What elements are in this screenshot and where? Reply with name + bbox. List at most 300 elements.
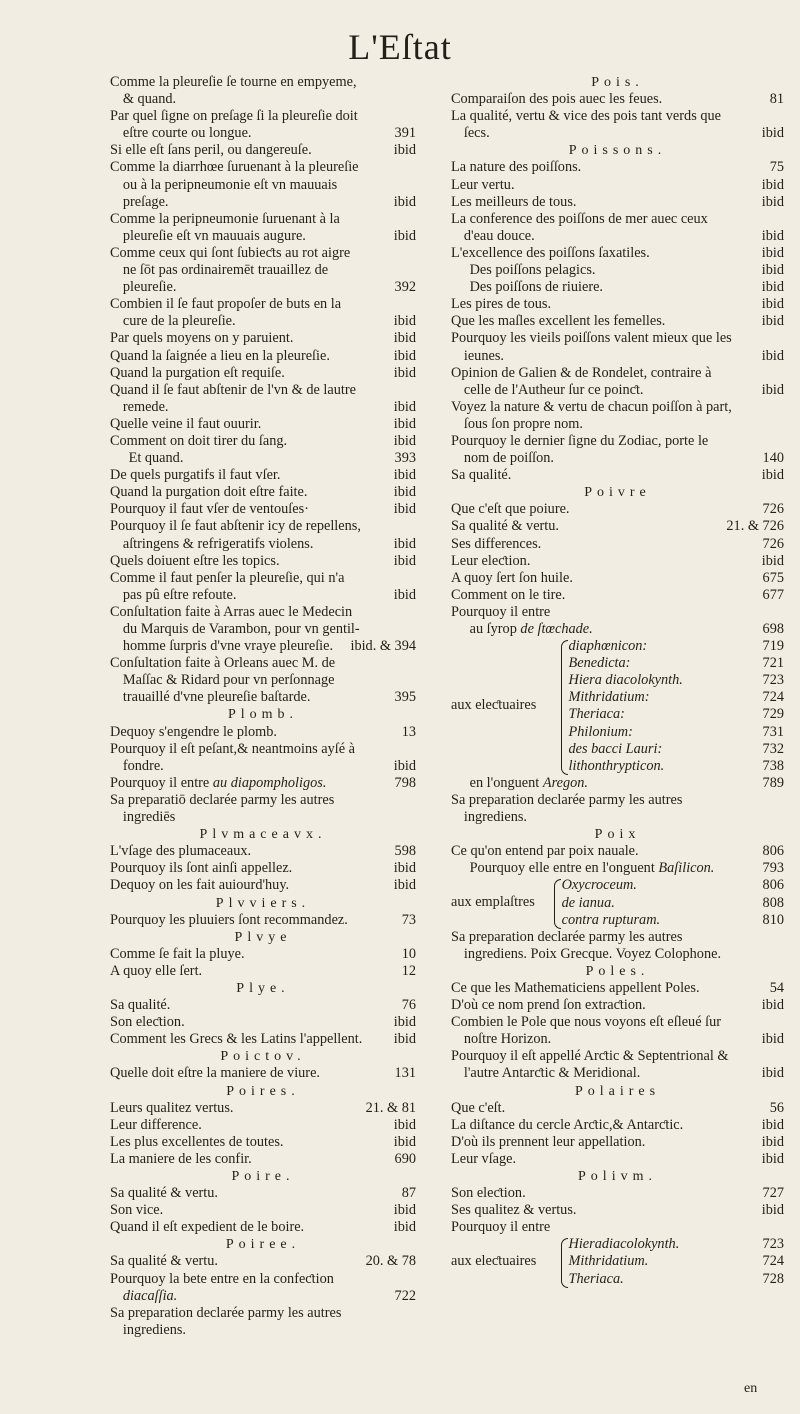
page-ref: 727: [762, 1185, 784, 1202]
entry-text: Et quand.: [128, 450, 184, 467]
entry-text: Que c'eſt.: [451, 1099, 506, 1116]
entry-text: Pourquoy les pluuiers ſont recommandez.: [110, 911, 348, 928]
index-entry: [110, 1100, 416, 1117]
entry-text: La diſtance du cercle Arƈtic,& Antarƈtic.: [451, 1116, 684, 1133]
index-entry: [110, 211, 416, 245]
page-ref: 391: [394, 125, 416, 142]
index-entry: [451, 194, 784, 211]
entry-italic: Aregon.: [542, 774, 588, 791]
index-entry: [451, 211, 784, 245]
item-name: Hieradiacolokynth.: [568, 1236, 680, 1253]
index-entry: [110, 1253, 416, 1270]
section-heading: Poix: [594, 827, 641, 843]
group-item: [569, 724, 785, 741]
entry-text: Comment on doit tirer du ſang.: [110, 432, 288, 449]
page-ref: 392: [394, 279, 416, 296]
item-name: Philonium:: [568, 723, 633, 740]
entry-text: Quelle doit eſtre la maniere de viure.: [110, 1065, 320, 1082]
page-ref: 690: [394, 1150, 416, 1167]
entry-text: Son eleƈtion.: [451, 1185, 526, 1202]
group-item: [569, 689, 785, 706]
entry-text: Pourquoy il eſt peſant,& neantmoins ayſé à fondre.: [110, 740, 355, 774]
section-heading: Poires.: [226, 1083, 300, 1099]
group-item: [569, 638, 785, 655]
section-heading: Polaires: [574, 1083, 661, 1099]
entry-italic: au diapompholigos.: [212, 774, 327, 791]
page-ref: ibid: [393, 415, 416, 432]
entry-text: Ses differences.: [451, 535, 542, 552]
index-entry: [451, 1202, 784, 1219]
entry-text: Sa qualité & vertu.: [110, 1253, 218, 1270]
page-ref: 723: [762, 1236, 784, 1253]
entry-text: La qualité, vertu & vice des pois tant verds que ſecs.: [451, 108, 721, 142]
group-item: [569, 672, 785, 689]
entry-text: en l'onguent: [469, 774, 543, 791]
index-entry: [110, 604, 416, 655]
index-entry: [110, 159, 416, 210]
entry-text: Comparaiſon des pois auec les feues.: [451, 91, 663, 108]
entry-text: Leurs qualitez vertus.: [110, 1099, 234, 1116]
section-heading: Poissons.: [568, 143, 667, 159]
page-ref: 131: [394, 1065, 416, 1082]
page-ref: 738: [762, 757, 784, 774]
entry-text: Comme il faut penſer la pleureſie, qui n'a pas pû eſtre refoute.: [110, 569, 345, 603]
item-name: Benedicta:: [568, 655, 631, 672]
page-ref: 808: [762, 894, 784, 911]
index-entry: [110, 1117, 416, 1134]
entry-text: Des poiſſons de riuiere.: [469, 279, 603, 296]
index-entry: [110, 108, 416, 142]
index-entry: [110, 741, 416, 775]
page-ref: 73: [401, 911, 416, 928]
entry-text: L'excellence des poiſſons ſaxatiles.: [451, 244, 650, 261]
page-ref: ibid: [761, 1031, 784, 1048]
page-ref: 806: [762, 877, 784, 894]
entry-italic: de ſtœchade.: [520, 621, 593, 637]
index-entry: [110, 997, 416, 1014]
page-ref: ibid: [393, 484, 416, 501]
index-entry: [110, 467, 416, 484]
entry-text: Pourquoy il eſt appellé Arƈtic & Septentrional & l'autre Antarƈtic & Meridional.: [451, 1048, 729, 1082]
page-ref: 20. & 78: [365, 1253, 416, 1270]
entry-text: au ſyrop: [469, 621, 521, 637]
index-entry: [451, 313, 784, 330]
index-entry: [451, 245, 784, 262]
index-entry: [110, 501, 416, 518]
index-entry: [451, 1219, 784, 1236]
group-label: aux eleƈtuaires: [451, 1253, 537, 1270]
index-entry: [110, 365, 416, 382]
page-ref: ibid: [761, 193, 784, 210]
entry-text: Sa preparatiō declarée parmy les autres ingrediēs: [110, 791, 335, 826]
item-name: des bacci Lauri:: [568, 740, 663, 757]
group-item: [569, 706, 785, 723]
item-name: lithonthrypticon.: [568, 757, 665, 774]
page-ref: ibid: [761, 244, 784, 261]
index-column-right: [451, 74, 784, 1288]
entry-text: Comme ſe fait la pluye.: [110, 945, 245, 962]
page-ref: ibid: [393, 467, 416, 484]
index-entry: [110, 553, 416, 570]
section-heading: Plvmaceavx.: [199, 827, 327, 843]
entry-italic: Baſilicon.: [658, 860, 715, 877]
group-item: [562, 895, 784, 912]
index-entry: [110, 655, 416, 706]
page-ref: ibid: [761, 1116, 784, 1133]
index-entry: [451, 177, 784, 194]
page-ref: ibid: [761, 262, 784, 279]
bracketed-group: [451, 638, 784, 775]
index-entry: [110, 1014, 416, 1031]
entry-text: Pourquoy il entre: [451, 1219, 551, 1236]
entry-text: Pourquoy il ſe faut abſtenir icy de repellens, aſtringens & refrigeratifs violens.: [110, 518, 361, 552]
entry-text: Quand il ſe faut abſtenir de l'vn & de lautre remede.: [110, 381, 356, 415]
entry-text: Pourquoy il entre: [110, 774, 213, 791]
page-ref: ibid: [393, 1133, 416, 1150]
entry-text: Pourquoy elle entre en l'onguent: [469, 860, 659, 877]
index-entry: [110, 296, 416, 330]
section-heading: Plomb.: [227, 707, 299, 723]
entry-text: Conſultation faite à Arras auec le Medecin du Marquis de Varambon, pour vn gentil-homme ſurpris d'vne vraye pleureſie.: [110, 603, 360, 655]
index-entry: [451, 1117, 784, 1134]
entry-text: Sa preparation declarée parmy les autres ingrediens. Poix Grecque. Voyez Colophone.: [451, 928, 722, 962]
index-entry: [451, 536, 784, 553]
index-entry: [110, 1151, 416, 1168]
page-ref: ibid: [761, 997, 784, 1014]
entry-text: Son eleƈtion.: [110, 1014, 185, 1031]
index-entry: [451, 980, 784, 997]
page-ref: ibid: [761, 227, 784, 244]
section-heading: Plvviers.: [215, 895, 311, 911]
item-name: Mithridatium:: [568, 689, 650, 706]
page-ref: ibid: [393, 364, 416, 381]
index-entry: [110, 348, 416, 365]
item-name: Oxycroceum.: [561, 877, 637, 894]
page-ref: ibid: [393, 877, 416, 894]
index-entry: [451, 1134, 784, 1151]
section-heading: Poles.: [585, 963, 650, 979]
page-ref: ibid: [761, 125, 784, 142]
page-ref: 793: [762, 860, 784, 877]
page-ref: 724: [762, 689, 784, 706]
entry-text: Que c'eſt que poiure.: [451, 501, 570, 518]
page-ref: ibid: [393, 586, 416, 603]
entry-text: Pourquoy le dernier ſigne du Zodiac, porte le nom de poiſſon.: [451, 432, 709, 467]
index-entry: [451, 159, 784, 176]
page-ref: ibid: [761, 381, 784, 398]
group-items: [569, 638, 785, 775]
page-ref: 721: [762, 655, 784, 672]
index-entry: [110, 416, 416, 433]
section-heading: Plye.: [236, 980, 290, 996]
index-entry: [451, 775, 784, 792]
entry-text: Sa preparation declarée parmy les autres ingrediens.: [110, 1304, 342, 1338]
index-entry: [110, 142, 416, 159]
entry-text: Combien il ſe faut propoſer de buts en la cure de la pleureſie.: [110, 296, 342, 330]
page-ref: 728: [762, 1270, 784, 1287]
group-item: [569, 741, 785, 758]
index-entry: [451, 1014, 784, 1048]
item-name: de ianua.: [561, 894, 615, 911]
index-entry: [451, 1100, 784, 1117]
entry-text: Ce qu'on entend par poix nauale.: [451, 843, 639, 860]
page-ref: ibid: [393, 432, 416, 449]
entry-text: Pourquoy la bete entre en la confeƈtion: [110, 1270, 334, 1287]
page-ref: 395: [394, 689, 416, 706]
index-entry: [451, 553, 784, 570]
index-entry: [451, 587, 784, 604]
page-ref: 393: [394, 450, 416, 467]
page-ref: 54: [769, 979, 784, 996]
page-ref: 140: [762, 450, 784, 467]
index-entry: [451, 518, 784, 535]
index-entry: [110, 330, 416, 347]
entry-text: Quand il eſt expedient de le boire.: [110, 1219, 305, 1236]
entry-text: Quand la purgation eſt requiſe.: [110, 364, 285, 381]
group-item: [569, 1236, 785, 1253]
index-entry: [451, 330, 784, 364]
index-entry: [451, 467, 784, 484]
entry-text: D'où ce nom prend ſon extraƈtion.: [451, 997, 646, 1014]
page-ref: 677: [762, 586, 784, 603]
index-entry: [110, 1134, 416, 1151]
index-entry: [451, 1185, 784, 1202]
section-heading: Plvye: [234, 929, 292, 945]
entry-text: Dequoy on les fait auiourd'huy.: [110, 877, 290, 894]
page-ref: ibid: [393, 142, 416, 159]
page-ref: ibid: [761, 1202, 784, 1219]
index-entry: [451, 365, 784, 399]
entry-text: A quoy ſert ſon huile.: [451, 569, 573, 586]
page-ref: ibid: [393, 1031, 416, 1048]
section-heading: Poire.: [231, 1169, 295, 1184]
entry-text: Pourquoy il faut vſer de ventouſes·: [110, 501, 309, 518]
group-items: [562, 877, 784, 928]
entry-text: Leur difference.: [110, 1116, 202, 1133]
page-ref: 726: [762, 535, 784, 552]
entry-text: Leur vſage.: [451, 1150, 517, 1167]
page-ref: ibid: [761, 1065, 784, 1082]
entry-text: Comme la diarrhœe ſuruenant à la pleureſie ou à la peripneumonie eſt vn mauuais preſage.: [110, 159, 359, 210]
entry-text: Sa qualité & vertu.: [451, 518, 559, 535]
entry-text: L'vſage des plumaceaux.: [110, 843, 252, 860]
page-ref: ibid: [393, 347, 416, 364]
page-ref: 722: [394, 1287, 416, 1304]
entry-text: Que les maſles excellent les femelles.: [451, 313, 666, 330]
brace-mark: [561, 1238, 568, 1287]
entry-text: La nature des poiſſons.: [451, 159, 582, 176]
page-ref: ibid: [393, 193, 416, 210]
index-entry: [110, 843, 416, 860]
page-ref: 724: [762, 1253, 784, 1270]
index-entry: [110, 912, 416, 929]
index-entry: [451, 929, 784, 963]
brace-mark: [554, 879, 561, 928]
entry-text: Les plus excellentes de toutes.: [110, 1133, 284, 1150]
group-item: [562, 912, 784, 929]
index-entry: [110, 450, 416, 467]
bracketed-group: [451, 1236, 784, 1287]
page-ref: 810: [762, 911, 784, 928]
entry-text: Comment les Grecs & les Latins l'appellent.: [110, 1031, 363, 1048]
index-entry: [451, 279, 784, 296]
entry-text: La maniere de les confir.: [110, 1150, 252, 1167]
index-entry: [110, 1065, 416, 1082]
item-name: contra rupturam.: [561, 911, 661, 928]
page-ref: 87: [401, 1185, 416, 1202]
index-entry: [110, 245, 416, 296]
page-ref: 731: [762, 723, 784, 740]
page-ref: 81: [769, 91, 784, 108]
page-ref: 719: [762, 638, 784, 655]
entry-text: Par quels moyens on y paruient.: [110, 330, 294, 347]
index-entry: [451, 501, 784, 518]
page-ref: 13: [401, 723, 416, 740]
entry-italic: diacaſſia.: [122, 1287, 178, 1304]
index-column-left: [110, 74, 416, 1339]
index-entry: [451, 1048, 784, 1082]
index-entry: [451, 91, 784, 108]
page-ref: 21. & 81: [365, 1099, 416, 1116]
page-ref: ibid: [393, 1202, 416, 1219]
index-entry: [110, 484, 416, 501]
item-name: Theriaca:: [568, 706, 625, 723]
index-entry: [451, 570, 784, 587]
entry-text: Quand la ſaignée a lieu en la pleureſie.: [110, 347, 330, 364]
page-ref: 698: [762, 621, 784, 637]
index-entry: [451, 860, 784, 877]
page-ref: ibid. & 394: [350, 638, 416, 655]
entry-text: Sa qualité.: [451, 467, 512, 484]
entry-text: Les meilleurs de tous.: [451, 193, 577, 210]
group-item: [569, 655, 785, 672]
entry-text: Pourquoy il entre: [451, 603, 551, 620]
group-item: [569, 758, 785, 775]
index-entry: [110, 1219, 416, 1236]
entry-text: Par quel ſigne on preſage ſi la pleureſie doit eſtre courte ou longue.: [110, 108, 358, 142]
catchword: en: [744, 1381, 758, 1396]
page-ref: ibid: [761, 347, 784, 364]
index-entry: [110, 860, 416, 877]
index-entry: [110, 963, 416, 980]
page-ref: ibid: [393, 552, 416, 569]
entry-text: Si elle eſt ſans peril, ou dangereuſe.: [110, 142, 312, 159]
index-entry: [110, 877, 416, 894]
page-ref: ibid: [393, 313, 416, 330]
index-entry: [110, 518, 416, 552]
index-entry: [110, 792, 416, 826]
entry-text: De quels purgatifs il faut vſer.: [110, 467, 281, 484]
group-item: [569, 1253, 785, 1270]
page-ref: 806: [762, 843, 784, 860]
page-ref: ibid: [393, 501, 416, 518]
page-ref: 76: [401, 997, 416, 1014]
entry-text: La conference des poiſſons de mer auec ceux d'eau douce.: [451, 210, 708, 244]
page-ref: 675: [762, 569, 784, 586]
entry-text: Ce que les Mathematiciens appellent Poles.: [451, 979, 700, 996]
index-entry: [110, 1031, 416, 1048]
entry-text: Comme la pleureſie ſe tourne en empyeme, & quand.: [110, 74, 357, 108]
page-ref: 729: [762, 706, 784, 723]
page-ref: 56: [769, 1099, 784, 1116]
item-name: diaphœnicon:: [568, 638, 648, 655]
page-ref: ibid: [761, 552, 784, 569]
entry-text: Leur vertu.: [451, 176, 515, 193]
group-item: [562, 877, 784, 894]
page-ref: ibid: [761, 176, 784, 193]
entry-text: Les pires de tous.: [451, 296, 552, 313]
index-entry: [451, 262, 784, 279]
index-entry: [451, 621, 784, 638]
entry-text: Comment on le tire.: [451, 586, 566, 603]
page-ref: ibid: [761, 296, 784, 313]
entry-text: Dequoy s'engendre le plomb.: [110, 723, 277, 740]
entry-text: A quoy elle ſert.: [110, 962, 203, 979]
index-entry: [451, 296, 784, 313]
index-entry: [451, 108, 784, 142]
page-ref: ibid: [761, 279, 784, 296]
page-ref: ibid: [761, 1133, 784, 1150]
item-name: Theriaca.: [568, 1270, 624, 1287]
entry-text: Ses qualitez & vertus.: [451, 1202, 577, 1219]
entry-text: Sa qualité & vertu.: [110, 1185, 218, 1202]
entry-text: Comme la peripneumonie ſuruenant à la pleureſie eſt vn mauuais augure.: [110, 210, 340, 244]
entry-text: Combien le Pole que nous voyons eſt eſleué ſur noſtre Horizon.: [451, 1014, 722, 1048]
entry-text: Sa preparation declarée parmy les autres ingrediens.: [451, 791, 683, 826]
index-entry: [110, 74, 416, 108]
section-heading: Poiree.: [225, 1237, 301, 1253]
entry-text: Pourquoy ils ſont ainſi appellez.: [110, 860, 293, 877]
group-item: [569, 1271, 785, 1288]
section-heading: Polivm.: [578, 1169, 657, 1184]
index-entry: [451, 399, 784, 433]
group-items: [569, 1236, 785, 1287]
index-entry: [110, 1305, 416, 1339]
index-entry: [451, 433, 784, 467]
page-ref: ibid: [393, 1219, 416, 1236]
page-ref: ibid: [393, 860, 416, 877]
index-entry: [451, 792, 784, 826]
page-ref: ibid: [393, 757, 416, 774]
page-ref: 75: [769, 159, 784, 176]
entry-text: Quels doiuent eſtre les topics.: [110, 552, 280, 569]
page-ref: 789: [762, 774, 784, 791]
entry-text: Opinion de Galien & de Rondelet, contraire à celle de l'Autheur ſur ce poinƈt.: [451, 364, 712, 398]
entry-text: Leur eleƈtion.: [451, 552, 531, 569]
page-ref: 12: [401, 962, 416, 979]
page-ref: 598: [394, 843, 416, 860]
index-entry: [110, 946, 416, 963]
bracketed-group: [451, 877, 784, 928]
section-heading: Pois.: [591, 75, 644, 90]
page-ref: ibid: [761, 1150, 784, 1167]
page-title: L'Eſtat: [348, 27, 452, 67]
page-ref: 723: [762, 672, 784, 689]
page-ref: ibid: [393, 398, 416, 415]
index-entry: [451, 1151, 784, 1168]
index-entry: [110, 1185, 416, 1202]
entry-text: Pourquoy les vieils poiſſons valent mieux que les ieunes.: [451, 330, 732, 364]
page-ref: ibid: [393, 330, 416, 347]
index-entry: [110, 570, 416, 604]
index-entry: [110, 382, 416, 416]
index-entry: [110, 1202, 416, 1219]
group-label: aux eleƈtuaires: [451, 697, 537, 714]
index-entry: [110, 1271, 416, 1305]
page-ref: 10: [401, 945, 416, 962]
index-entry: [110, 775, 416, 792]
entry-text: Quelle veine il faut ouurir.: [110, 415, 262, 432]
